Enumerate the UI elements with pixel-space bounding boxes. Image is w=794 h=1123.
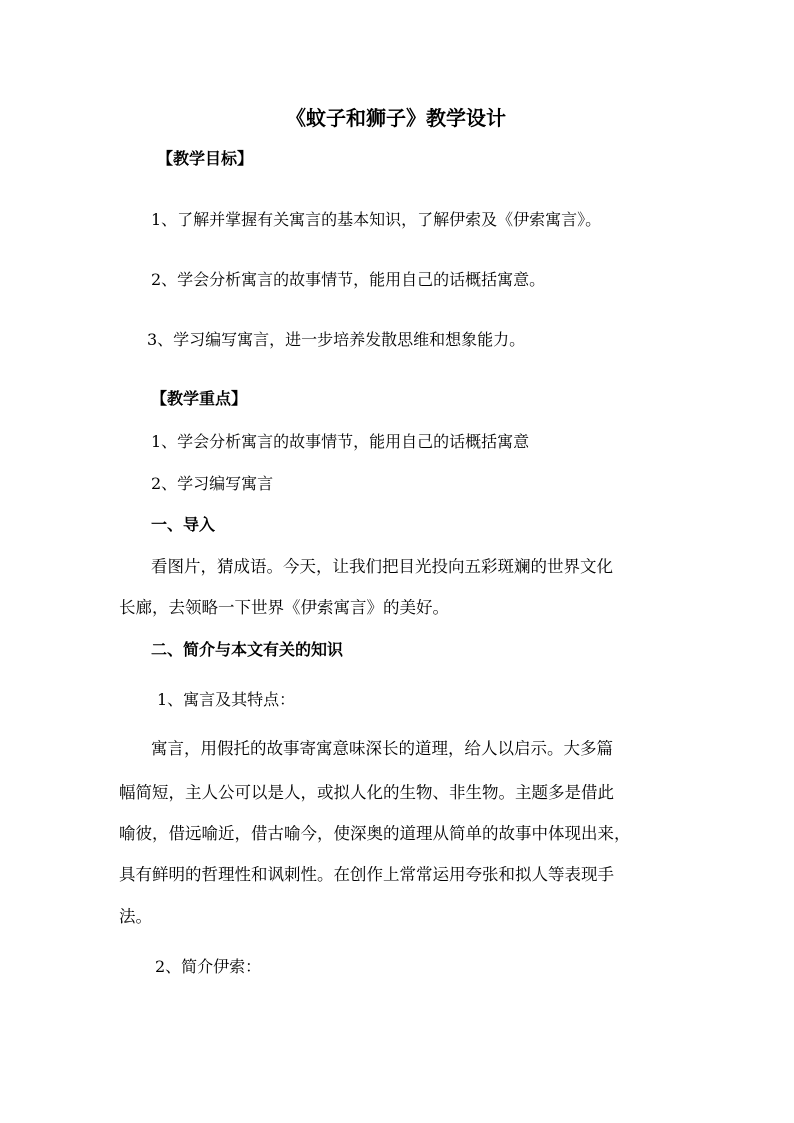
- goal-item-3: 3、学习编写寓言，进一步培养发散思维和想象能力。: [147, 330, 526, 349]
- fable-paragraph-line-4: 具有鲜明的哲理性和讽刺性。在创作上常常运用夸张和拟人等表现手: [119, 865, 614, 884]
- fable-paragraph-line-1: 寓言，用假托的故事寄寓意味深长的道理，给人以启示。大多篇: [151, 739, 613, 758]
- focus-item-2: 2、学习编写寓言: [151, 474, 274, 493]
- section-1-heading: 一、导入: [151, 515, 216, 534]
- document-title: 《蚊子和狮子》教学设计: [286, 106, 506, 130]
- goal-item-2: 2、学会分析寓言的故事情节，能用自己的话概括寓意。: [151, 270, 546, 289]
- teaching-focus-heading: 【教学重点】: [151, 389, 248, 408]
- fable-paragraph-line-2: 幅简短，主人公可以是人，或拟人化的生物、非生物。主题多是借此: [119, 783, 614, 802]
- section-2-subheading-2: 2、简介伊索：: [155, 957, 262, 976]
- fable-paragraph-line-5: 法。: [119, 907, 152, 926]
- section-1-line-1: 看图片，猜成语。今天，让我们把目光投向五彩斑斓的世界文化: [151, 557, 613, 576]
- teaching-goals-heading: 【教学目标】: [157, 149, 254, 168]
- goal-item-1: 1、了解并掌握有关寓言的基本知识，了解伊索及《伊索寓言》。: [151, 210, 602, 229]
- focus-item-1: 1、学会分析寓言的故事情节，能用自己的话概括寓意: [151, 432, 530, 451]
- section-2-heading: 二、简介与本文有关的知识: [151, 640, 344, 659]
- section-1-line-2: 长廊，去领略一下世界《伊索寓言》的美好。: [119, 598, 449, 617]
- fable-paragraph-line-3: 喻彼，借远喻近，借古喻今，使深奥的道理从简单的故事中体现出来，: [119, 824, 631, 843]
- section-2-subheading-1: 1、寓言及其特点：: [157, 690, 296, 709]
